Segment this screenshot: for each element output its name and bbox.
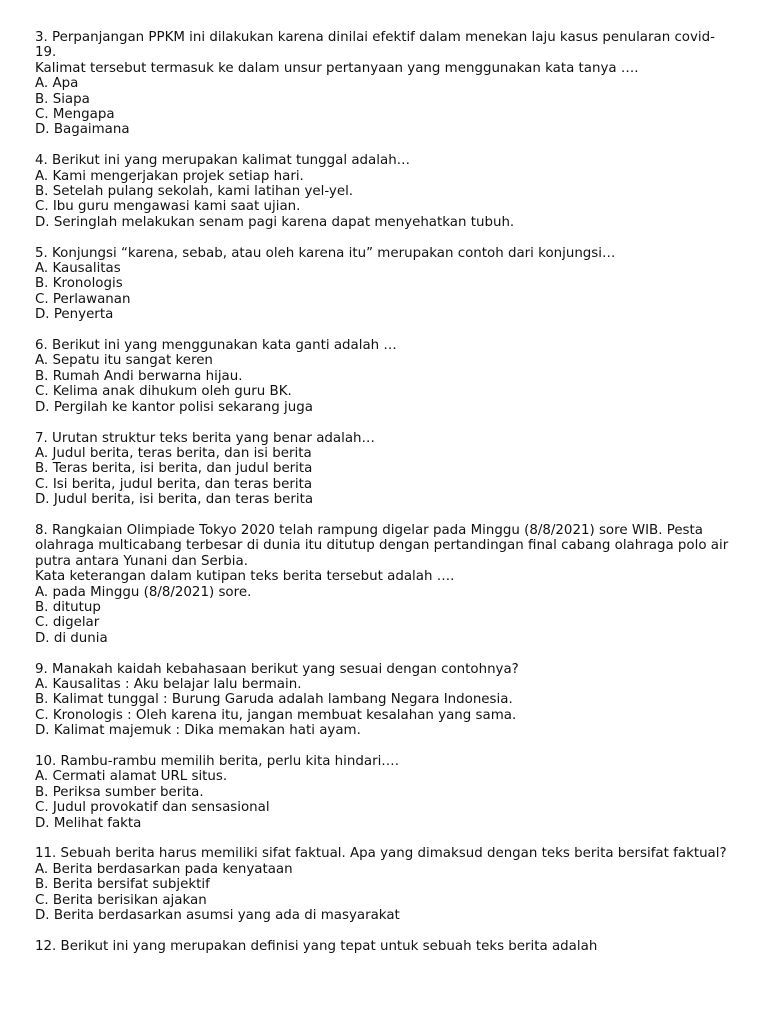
question-text: 7. Urutan struktur teks berita yang benar adalah… <box>35 430 375 446</box>
question-text: 10. Rambu-rambu memilih berita, perlu kita hindari…. <box>35 753 399 769</box>
question-text: 11. Sebuah berita harus memiliki sifat faktual. Apa yang dimaksud dengan teks berita bersifat faktual? <box>35 846 727 862</box>
question-4 <box>35 153 735 230</box>
option-a: A. Kausalitas : Aku belajar lalu bermain. <box>35 676 302 692</box>
option-a: A. Cermati alamat URL situs. <box>35 769 228 785</box>
question-10 <box>35 754 735 831</box>
option-d: D. Pergilah ke kantor polisi sekarang juga <box>35 399 313 415</box>
question-12 <box>35 939 735 954</box>
question-5 <box>35 246 735 323</box>
question-6 <box>35 338 735 415</box>
question-text: 6. Berikut ini yang menggunakan kata ganti adalah … <box>35 338 397 354</box>
option-b: B. Rumah Andi berwarna hijau. <box>35 368 243 384</box>
option-c: C. Kelima anak dihukum oleh guru BK. <box>35 384 292 400</box>
question-8 <box>35 523 735 646</box>
option-c: C. Isi berita, judul berita, dan teras berita <box>35 476 313 492</box>
option-c: C. Judul provokatif dan sensasional <box>35 800 270 816</box>
option-a: A. Berita berdasarkan pada kenyataan <box>35 861 293 877</box>
option-c: C. Perlawanan <box>35 291 131 307</box>
option-a: A. Judul berita, teras berita, dan isi berita <box>35 445 312 461</box>
question-text: 12. Berikut ini yang merupakan definisi yang tepat untuk sebuah teks berita adalah <box>35 938 598 954</box>
option-b: B. Kalimat tunggal : Burung Garuda adalah lambang Negara Indonesia. <box>35 692 513 708</box>
option-d: D. Judul berita, isi berita, dan teras berita <box>35 492 314 508</box>
option-c: C. Berita berisikan ajakan <box>35 892 207 908</box>
option-b: B. ditutup <box>35 599 101 615</box>
option-d: D. di dunia <box>35 630 108 646</box>
question-text: 5. Konjungsi “karena, sebab, atau oleh karena itu” merupakan contoh dari konjungsi… <box>35 245 616 261</box>
question-11 <box>35 846 735 923</box>
option-b: B. Berita bersifat subjektif <box>35 877 210 893</box>
option-c: C. Ibu guru mengawasi kami saat ujian. <box>35 199 301 215</box>
question-7 <box>35 431 735 508</box>
question-text: 3. Perpanjangan PPKM ini dilakukan karena dinilai efektif dalam menekan laju kasus penularan covid-19. <box>35 30 715 61</box>
option-b: B. Teras berita, isi berita, dan judul berita <box>35 461 313 477</box>
option-d: D. Penyerta <box>35 307 114 323</box>
option-a: A. Kausalitas <box>35 261 121 277</box>
option-a: A. Apa <box>35 76 79 92</box>
question-text: Kalimat tersebut termasuk ke dalam unsur pertanyaan yang menggunakan kata tanya …. <box>35 60 639 76</box>
option-a: A. pada Minggu (8/8/2021) sore. <box>35 584 252 600</box>
option-d: D. Kalimat majemuk : Dika memakan hati ayam. <box>35 723 361 739</box>
question-text: 8. Rangkaian Olimpiade Tokyo 2020 telah rampung digelar pada Minggu (8/8/2021) sore WIB. Pesta olahraga multicabang terbesar di dunia itu ditutup dengan pertandingan final cabang olahraga polo air putra antara Yunani dan Serbia. <box>35 522 733 569</box>
option-a: A. Kami mengerjakan projek setiap hari. <box>35 168 304 184</box>
option-d: D. Bagaimana <box>35 122 130 138</box>
option-c: C. Mengapa <box>35 107 115 123</box>
option-c: C. digelar <box>35 615 100 631</box>
option-a: A. Sepatu itu sangat keren <box>35 353 213 369</box>
option-d: D. Melihat fakta <box>35 815 142 831</box>
option-b: B. Setelah pulang sekolah, kami latihan yel-yel. <box>35 184 354 200</box>
option-c: C. Kronologis : Oleh karena itu, jangan membuat kesalahan yang sama. <box>35 707 517 723</box>
question-text: 9. Manakah kaidah kebahasaan berikut yang sesuai dengan contohnya? <box>35 661 519 677</box>
option-b: B. Siapa <box>35 91 90 107</box>
question-9 <box>35 662 735 739</box>
option-b: B. Periksa sumber berita. <box>35 784 204 800</box>
option-d: D. Berita berdasarkan asumsi yang ada di masyarakat <box>35 908 400 924</box>
question-list <box>35 30 735 970</box>
option-d: D. Seringlah melakukan senam pagi karena dapat menyehatkan tubuh. <box>35 214 515 230</box>
question-3 <box>35 30 735 138</box>
option-b: B. Kronologis <box>35 276 123 292</box>
question-text: 4. Berikut ini yang merupakan kalimat tunggal adalah… <box>35 153 411 169</box>
question-text: Kata keterangan dalam kutipan teks berita tersebut adalah …. <box>35 569 455 585</box>
